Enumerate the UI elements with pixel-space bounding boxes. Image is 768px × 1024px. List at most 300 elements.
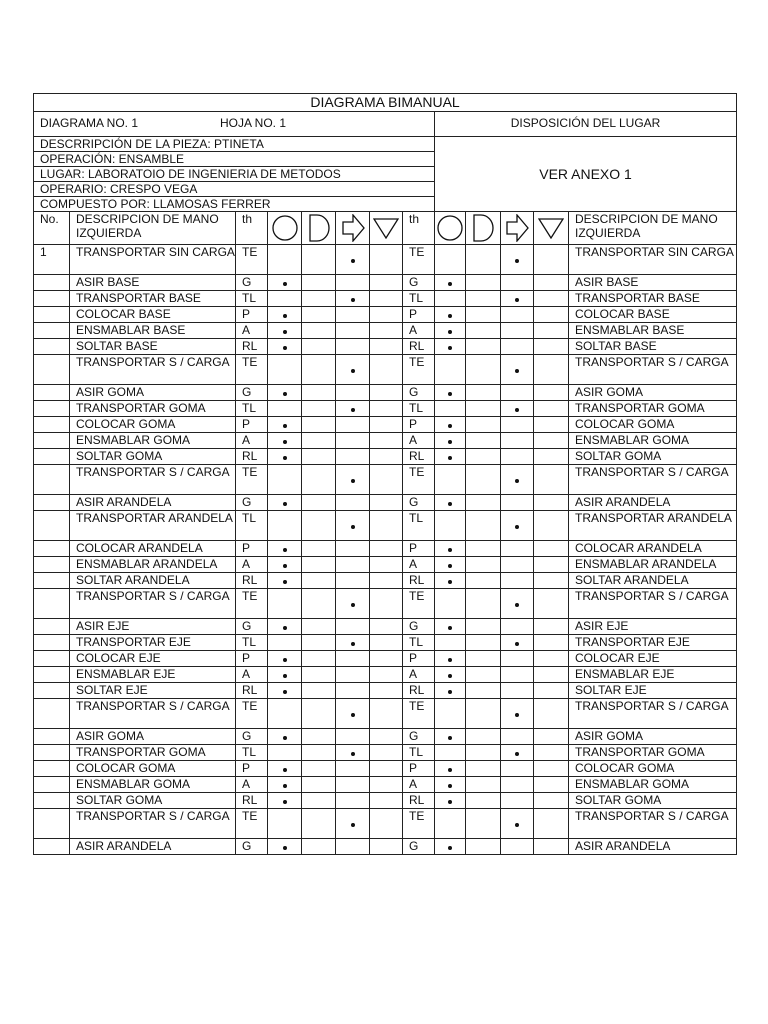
table-row — [34, 323, 737, 339]
left-symbol-cell — [336, 839, 370, 855]
left-symbol-cell — [302, 291, 336, 307]
left-symbol-cell — [268, 809, 302, 839]
left-hand-description: ENSMABLAR EJE — [70, 667, 236, 683]
left-symbol-cell — [336, 495, 370, 511]
right-symbol-cell — [466, 745, 501, 761]
left-symbol-cell — [268, 667, 302, 683]
right-symbol-cell — [466, 729, 501, 745]
diagram-number-cell — [34, 112, 435, 137]
left-symbol-cell — [370, 323, 403, 339]
right-symbol-cell — [534, 573, 569, 589]
left-symbol-cell — [370, 573, 403, 589]
left-symbol-cell — [268, 385, 302, 401]
left-symbol-cell — [336, 339, 370, 355]
right-symbol-cell — [466, 245, 501, 275]
left-hand-description: SOLTAR ARANDELA — [70, 573, 236, 589]
right-symbol-cell — [435, 557, 466, 573]
right-symbol-cell — [435, 385, 466, 401]
right-therblig: RL — [403, 793, 435, 809]
right-hand-description: ASIR BASE — [569, 275, 737, 291]
marker-dot — [515, 525, 519, 529]
marker-dot — [448, 282, 452, 286]
left-therblig: P — [236, 307, 268, 323]
right-symbol-cell — [534, 793, 569, 809]
left-symbol-cell — [336, 793, 370, 809]
bimanual-table — [33, 93, 737, 855]
left-symbol-cell — [268, 761, 302, 777]
left-symbol-cell — [268, 339, 302, 355]
left-therblig: TE — [236, 589, 268, 619]
right-symbol-cell — [435, 619, 466, 635]
piece-description: DESCRRIPCIÓN DE LA PIEZA: PTINETA — [34, 137, 435, 152]
left-symbol-cell — [302, 793, 336, 809]
right-symbol-cell — [435, 589, 466, 619]
left-symbol-cell — [302, 355, 336, 385]
marker-dot — [351, 369, 355, 373]
row-number — [34, 339, 70, 355]
marker-dot — [283, 440, 287, 444]
right-hand-description: COLOCAR BASE — [569, 307, 737, 323]
right-therblig: TL — [403, 635, 435, 651]
right-symbol-cell — [466, 619, 501, 635]
table-row — [34, 777, 737, 793]
right-hand-description: SOLTAR GOMA — [569, 793, 737, 809]
left-symbol-cell — [302, 729, 336, 745]
marker-dot — [515, 259, 519, 263]
left-symbol-cell — [370, 745, 403, 761]
right-symbol-cell — [466, 307, 501, 323]
left-therblig: G — [236, 839, 268, 855]
right-hand-description: ENSMABLAR GOMA — [569, 777, 737, 793]
row-number — [34, 651, 70, 667]
right-symbol-cell — [534, 777, 569, 793]
right-hand-description: TRANSPORTAR S / CARGA — [569, 465, 737, 495]
left-symbol-cell — [268, 245, 302, 275]
right-symbol-cell — [435, 339, 466, 355]
marker-dot — [448, 502, 452, 506]
row-number — [34, 307, 70, 323]
left-symbol-cell — [370, 589, 403, 619]
right-hand-description: ENSMABLAR EJE — [569, 667, 737, 683]
right-symbol-cell — [501, 385, 534, 401]
right-therblig: TE — [403, 355, 435, 385]
left-therblig: TE — [236, 699, 268, 729]
left-symbol-cell — [268, 541, 302, 557]
right-symbol-cell — [435, 651, 466, 667]
left-hand-description: SOLTAR GOMA — [70, 449, 236, 465]
table-row — [34, 809, 737, 839]
left-symbol-cell — [302, 245, 336, 275]
right-symbol-cell — [435, 417, 466, 433]
right-symbol-cell — [466, 291, 501, 307]
right-hand-description: SOLTAR ARANDELA — [569, 573, 737, 589]
left-symbol-cell — [302, 589, 336, 619]
left-symbol-cell — [370, 511, 403, 541]
right-symbol-cell — [435, 275, 466, 291]
left-symbol-cell — [370, 245, 403, 275]
row-number — [34, 465, 70, 495]
right-symbol-cell — [501, 275, 534, 291]
right-symbol-cell — [466, 589, 501, 619]
left-symbol-cell — [302, 275, 336, 291]
right-symbol-cell — [534, 307, 569, 323]
marker-dot — [283, 392, 287, 396]
left-symbol-cell — [268, 793, 302, 809]
marker-dot — [515, 369, 519, 373]
sheet-number: HOJA NO. 1 — [220, 116, 287, 130]
right-symbol-cell — [501, 541, 534, 557]
right-therblig: RL — [403, 573, 435, 589]
row-number — [34, 291, 70, 307]
right-symbol-cell — [501, 511, 534, 541]
right-therblig: TL — [403, 401, 435, 417]
left-symbol-cell — [268, 683, 302, 699]
table-row — [34, 541, 737, 557]
left-symbol-cell — [336, 401, 370, 417]
place-field: LUGAR: LABORATOIO DE INGENIERIA DE METODOS — [34, 167, 435, 182]
left-therblig: TE — [236, 245, 268, 275]
right-symbol-cell — [534, 745, 569, 761]
right-symbol-cell — [435, 761, 466, 777]
marker-dot — [351, 298, 355, 302]
right-therblig: RL — [403, 683, 435, 699]
col-no-header: No. — [34, 212, 70, 245]
header-info-row — [34, 112, 737, 137]
right-hand-description: SOLTAR EJE — [569, 683, 737, 699]
table-row — [34, 401, 737, 417]
row-number: 1 — [34, 245, 70, 275]
left-therblig: G — [236, 619, 268, 635]
right-symbol-cell — [466, 465, 501, 495]
left-hand-description: ASIR EJE — [70, 619, 236, 635]
left-symbol-cell — [336, 291, 370, 307]
right-symbol-cell — [501, 417, 534, 433]
marker-dot — [448, 846, 452, 850]
left-hand-description: TRANSPORTAR BASE — [70, 291, 236, 307]
right-therblig: P — [403, 541, 435, 557]
left-symbol-cell — [370, 793, 403, 809]
marker-dot — [283, 626, 287, 630]
left-symbol-cell — [268, 557, 302, 573]
right-symbol-cell — [435, 401, 466, 417]
left-symbol-cell — [302, 557, 336, 573]
left-hand-description: ENSMABLAR GOMA — [70, 433, 236, 449]
marker-dot — [448, 690, 452, 694]
right-symbol-cell — [501, 589, 534, 619]
right-symbol-cell — [534, 651, 569, 667]
right-symbol-cell — [534, 323, 569, 339]
table-row — [34, 729, 737, 745]
row-number — [34, 355, 70, 385]
right-symbol-cell — [466, 777, 501, 793]
left-symbol-cell — [370, 839, 403, 855]
right-symbol-cell — [466, 635, 501, 651]
marker-dot — [448, 768, 452, 772]
left-symbol-cell — [268, 589, 302, 619]
right-symbol-cell — [534, 541, 569, 557]
right-hand-description: ASIR ARANDELA — [569, 839, 737, 855]
right-symbol-cell — [435, 511, 466, 541]
left-hand-description: TRANSPORTAR S / CARGA — [70, 465, 236, 495]
right-symbol-cell — [534, 465, 569, 495]
right-hand-description: TRANSPORTAR GOMA — [569, 401, 737, 417]
marker-dot — [448, 580, 452, 584]
right-symbol-cell — [534, 589, 569, 619]
left-symbol-cell — [336, 557, 370, 573]
right-hand-description: TRANSPORTAR S / CARGA — [569, 809, 737, 839]
right-symbol-cell — [435, 245, 466, 275]
row-number — [34, 777, 70, 793]
right-symbol-cell — [435, 541, 466, 557]
left-symbol-cell — [302, 385, 336, 401]
left-symbol-cell — [268, 635, 302, 651]
left-therblig: P — [236, 651, 268, 667]
marker-dot — [448, 456, 452, 460]
left-therblig: TL — [236, 401, 268, 417]
marker-dot — [448, 440, 452, 444]
right-therblig: G — [403, 839, 435, 855]
marker-dot — [283, 502, 287, 506]
left-symbol-cell — [336, 699, 370, 729]
table-row — [34, 699, 737, 729]
right-therblig: P — [403, 761, 435, 777]
table-row — [34, 385, 737, 401]
right-symbol-cell — [501, 245, 534, 275]
transport-arrow-icon — [501, 212, 534, 245]
table-row — [34, 291, 737, 307]
marker-dot — [283, 456, 287, 460]
storage-triangle-icon — [370, 212, 403, 245]
left-symbol-cell — [336, 761, 370, 777]
left-hand-description: ASIR ARANDELA — [70, 839, 236, 855]
right-symbol-cell — [435, 635, 466, 651]
right-symbol-cell — [534, 729, 569, 745]
right-symbol-cell — [466, 275, 501, 291]
right-symbol-cell — [534, 417, 569, 433]
left-hand-description: ASIR GOMA — [70, 385, 236, 401]
marker-dot — [448, 330, 452, 334]
right-symbol-cell — [534, 557, 569, 573]
left-symbol-cell — [268, 729, 302, 745]
right-symbol-cell — [501, 761, 534, 777]
right-symbol-cell — [534, 385, 569, 401]
left-symbol-cell — [302, 401, 336, 417]
col-left-desc-header: DESCRIPCION DE MANO IZQUIERDA — [70, 212, 236, 245]
marker-dot — [448, 424, 452, 428]
left-therblig: A — [236, 323, 268, 339]
table-row — [34, 557, 737, 573]
right-symbol-cell — [534, 291, 569, 307]
right-hand-description: TRANSPORTAR S / CARGA — [569, 589, 737, 619]
left-symbol-cell — [370, 401, 403, 417]
diagram-number: DIAGRAMA NO. 1 — [40, 116, 139, 130]
left-symbol-cell — [336, 683, 370, 699]
row-number — [34, 809, 70, 839]
left-symbol-cell — [370, 541, 403, 557]
left-hand-description: COLOCAR GOMA — [70, 761, 236, 777]
right-symbol-cell — [534, 339, 569, 355]
left-symbol-cell — [268, 651, 302, 667]
row-number — [34, 683, 70, 699]
left-symbol-cell — [336, 465, 370, 495]
right-hand-description: ASIR GOMA — [569, 385, 737, 401]
left-symbol-cell — [370, 465, 403, 495]
left-symbol-cell — [336, 777, 370, 793]
right-hand-description: TRANSPORTAR EJE — [569, 635, 737, 651]
left-symbol-cell — [336, 275, 370, 291]
left-therblig: TE — [236, 465, 268, 495]
marker-dot — [515, 823, 519, 827]
left-therblig: RL — [236, 339, 268, 355]
right-symbol-cell — [466, 809, 501, 839]
left-symbol-cell — [370, 667, 403, 683]
right-symbol-cell — [466, 339, 501, 355]
right-symbol-cell — [501, 323, 534, 339]
left-hand-description: TRANSPORTAR S / CARGA — [70, 589, 236, 619]
right-hand-description: TRANSPORTAR S / CARGA — [569, 699, 737, 729]
right-symbol-cell — [435, 683, 466, 699]
right-symbol-cell — [534, 511, 569, 541]
right-hand-description: ASIR EJE — [569, 619, 737, 635]
left-symbol-cell — [268, 355, 302, 385]
marker-dot — [351, 642, 355, 646]
left-therblig: TE — [236, 355, 268, 385]
marker-dot — [515, 642, 519, 646]
right-symbol-cell — [466, 541, 501, 557]
left-symbol-cell — [336, 729, 370, 745]
left-therblig: TL — [236, 511, 268, 541]
right-symbol-cell — [501, 433, 534, 449]
left-therblig: P — [236, 761, 268, 777]
left-symbol-cell — [268, 699, 302, 729]
left-symbol-cell — [370, 355, 403, 385]
row-number — [34, 417, 70, 433]
info-row — [34, 137, 737, 152]
right-therblig: TL — [403, 745, 435, 761]
left-symbol-cell — [336, 433, 370, 449]
right-hand-description: SOLTAR GOMA — [569, 449, 737, 465]
left-symbol-cell — [370, 433, 403, 449]
marker-dot — [448, 784, 452, 788]
marker-dot — [283, 784, 287, 788]
left-hand-description: COLOCAR ARANDELA — [70, 541, 236, 557]
right-hand-description: TRANSPORTAR SIN CARGA — [569, 245, 737, 275]
operation-circle-icon — [435, 212, 466, 245]
marker-dot — [351, 259, 355, 263]
table-row — [34, 589, 737, 619]
left-symbol-cell — [302, 839, 336, 855]
right-symbol-cell — [501, 651, 534, 667]
storage-triangle-icon — [534, 212, 569, 245]
right-symbol-cell — [435, 699, 466, 729]
right-symbol-cell — [466, 667, 501, 683]
marker-dot — [448, 800, 452, 804]
left-symbol-cell — [268, 323, 302, 339]
left-therblig: P — [236, 541, 268, 557]
left-hand-description: TRANSPORTAR GOMA — [70, 745, 236, 761]
left-symbol-cell — [336, 385, 370, 401]
table-row — [34, 667, 737, 683]
left-symbol-cell — [302, 651, 336, 667]
left-symbol-cell — [370, 291, 403, 307]
row-number — [34, 761, 70, 777]
marker-dot — [283, 690, 287, 694]
left-symbol-cell — [370, 557, 403, 573]
right-therblig: TE — [403, 465, 435, 495]
row-number — [34, 729, 70, 745]
right-symbol-cell — [435, 465, 466, 495]
left-symbol-cell — [370, 619, 403, 635]
left-symbol-cell — [302, 761, 336, 777]
left-symbol-cell — [302, 777, 336, 793]
left-hand-description: TRANSPORTAR SIN CARGA — [70, 245, 236, 275]
right-hand-description: ENSMABLAR GOMA — [569, 433, 737, 449]
right-symbol-cell — [435, 433, 466, 449]
marker-dot — [351, 479, 355, 483]
left-symbol-cell — [302, 495, 336, 511]
right-hand-description: ENSMABLAR BASE — [569, 323, 737, 339]
left-symbol-cell — [302, 619, 336, 635]
right-symbol-cell — [501, 401, 534, 417]
left-symbol-cell — [370, 683, 403, 699]
left-symbol-cell — [370, 651, 403, 667]
operator-field: OPERARIO: CRESPO VEGA — [34, 182, 435, 197]
left-symbol-cell — [268, 619, 302, 635]
right-symbol-cell — [534, 355, 569, 385]
right-symbol-cell — [435, 777, 466, 793]
transport-arrow-icon — [336, 212, 370, 245]
left-therblig: TL — [236, 635, 268, 651]
marker-dot — [283, 846, 287, 850]
marker-dot — [351, 408, 355, 412]
row-number — [34, 401, 70, 417]
left-symbol-cell — [336, 541, 370, 557]
right-symbol-cell — [435, 839, 466, 855]
right-symbol-cell — [501, 667, 534, 683]
right-symbol-cell — [501, 557, 534, 573]
table-row — [34, 449, 737, 465]
row-number — [34, 619, 70, 635]
right-symbol-cell — [435, 307, 466, 323]
left-hand-description: TRANSPORTAR S / CARGA — [70, 355, 236, 385]
right-symbol-cell — [466, 417, 501, 433]
right-symbol-cell — [466, 385, 501, 401]
right-symbol-cell — [501, 495, 534, 511]
left-symbol-cell — [336, 511, 370, 541]
left-symbol-cell — [370, 761, 403, 777]
left-symbol-cell — [336, 573, 370, 589]
left-symbol-cell — [370, 777, 403, 793]
left-hand-description: ENSMABLAR ARANDELA — [70, 557, 236, 573]
left-therblig: G — [236, 275, 268, 291]
column-header-row — [34, 212, 737, 245]
right-therblig: RL — [403, 339, 435, 355]
marker-dot — [448, 392, 452, 396]
left-symbol-cell — [370, 385, 403, 401]
marker-dot — [515, 408, 519, 412]
right-hand-description: ENSMABLAR ARANDELA — [569, 557, 737, 573]
marker-dot — [515, 752, 519, 756]
marker-dot — [283, 736, 287, 740]
marker-dot — [448, 626, 452, 630]
left-symbol-cell — [336, 745, 370, 761]
left-symbol-cell — [336, 809, 370, 839]
left-symbol-cell — [336, 245, 370, 275]
marker-dot — [283, 330, 287, 334]
left-symbol-cell — [268, 777, 302, 793]
left-symbol-cell — [370, 809, 403, 839]
right-hand-description: TRANSPORTAR S / CARGA — [569, 355, 737, 385]
